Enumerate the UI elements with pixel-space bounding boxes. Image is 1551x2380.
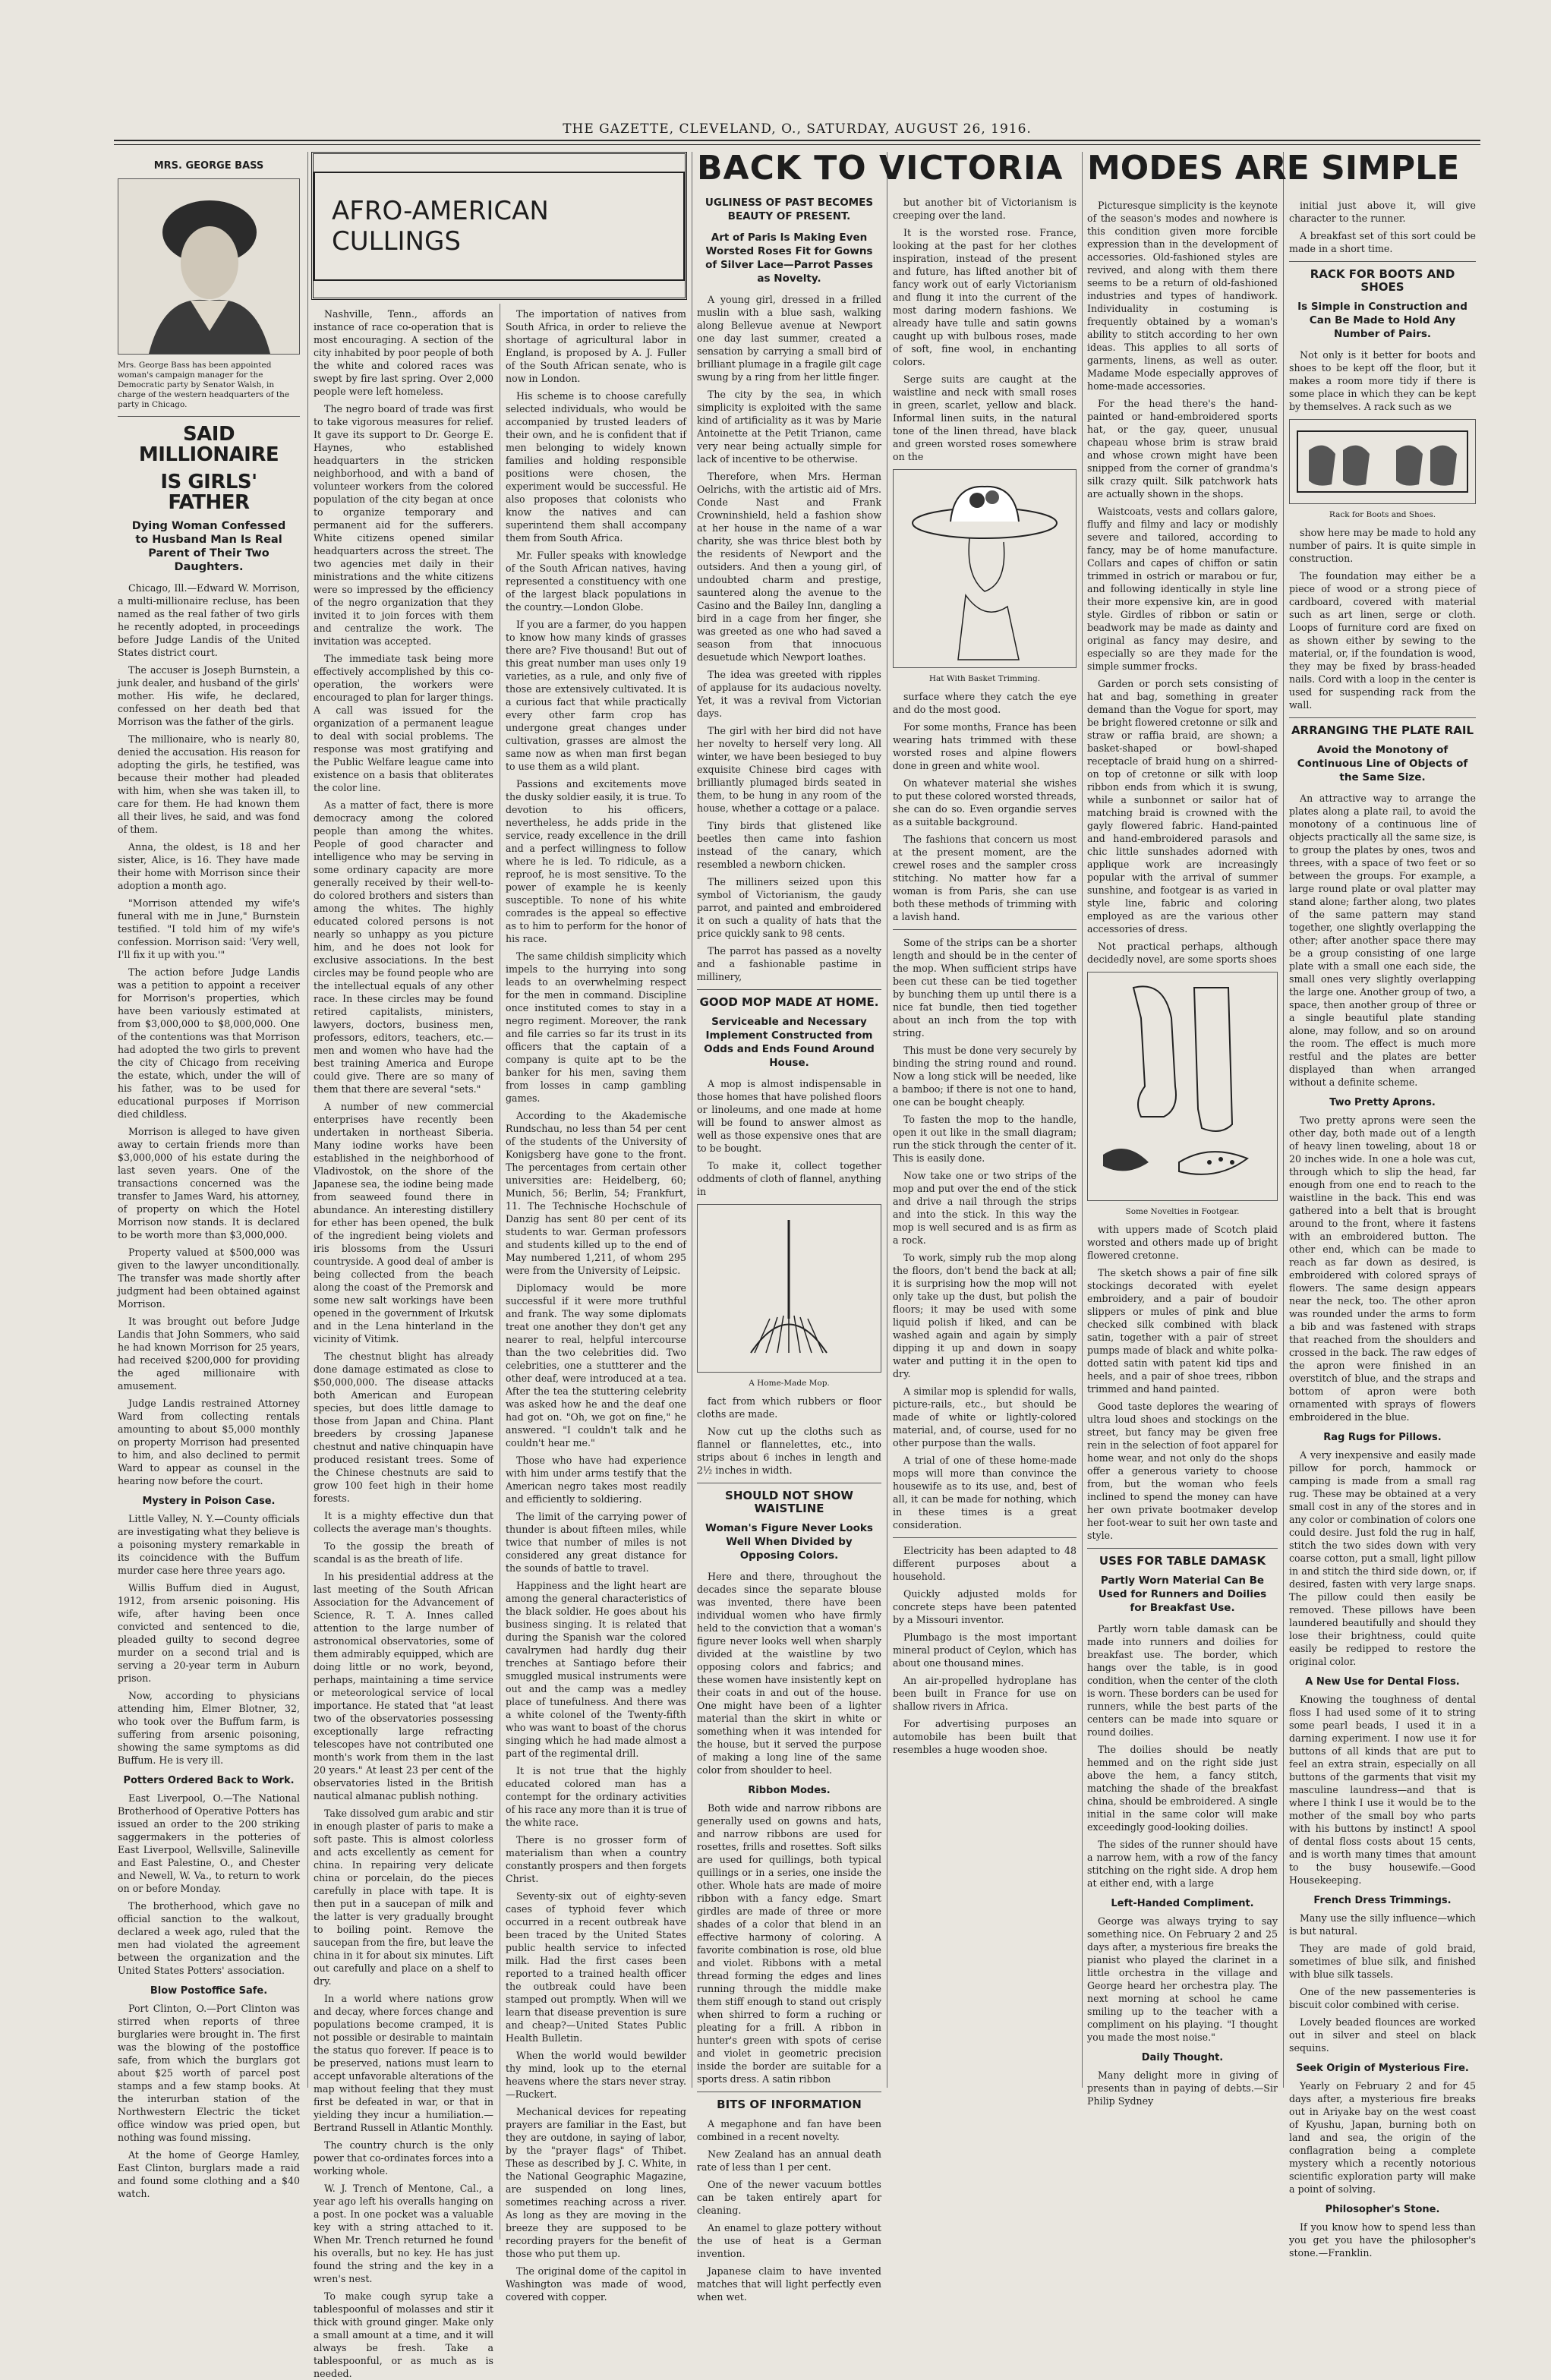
headline-deck: Dying Woman Confessed to Husband Man Is Real Parent of Their Two Daughters. — [131, 520, 286, 574]
paragraph: The brotherhood, which gave no official sanction to the walkout, declared a week ago, ruled that the men had violated the agreement between the organization and the United States Potters' association. — [118, 1900, 300, 1977]
mop-figure — [697, 1204, 881, 1373]
victoria-deck-1: UGLINESS OF PAST BECOMES BEAUTY OF PRESENT. — [705, 197, 874, 222]
paragraph: New Zealand has an annual death rate of less than 1 per cent. — [697, 2148, 881, 2173]
paragraph: As a matter of fact, there is more democracy among the colored people than among the whites. People of good character and intelligence who may be serving in some ordinary capacity are more generally received by their well-to-do colored brothers and sisters than among the whites. The highly educated colored persons is not nearly so unhappy as you picture him, and he does not look for exclusive associations. In the best circles may be found people who are the intellectual equals of any other race. In these circles may be found retired capitalists, ministers, lawyers, doctors, business men, professors, editors, teachers, etc.—men and women who have had the best training America and Europe could give. There are so many of them that there are several "sets." — [314, 799, 493, 1095]
paragraph: A similar mop is splendid for walls, picture-rails, etc., but should be made of white or lightly-colored material, and, of course, used for no other purpose than the walls. — [893, 1385, 1077, 1448]
cullings-title-box — [311, 152, 687, 300]
paragraph: East Liverpool, O.—The National Brotherhood of Operative Potters has issued an order to the 200 striking saggermakers in the potteries of East Liverpool, Wellsville, Salineville and East Palestine, O., and Chester and Newell, W. Va., to return to work on or before Monday. — [118, 1792, 300, 1895]
paragraph: It is the worsted rose. France, looking at the past for her clothes inspiration, instead of the present and future, has lifted another bit of fancy work out of early Victorianism and flung it into the current of the most daring modern fashions. We already have tulle and satin gowns caught up with bulbous roses, made of soft, fine wool, in enchanting colors. — [893, 227, 1077, 367]
paragraph: Tiny birds that glistened like beetles then came into fashion instead of the canary, which resembled a newborn chicken. — [697, 820, 881, 870]
paragraph: The sketch shows a pair of fine silk stockings decorated with eyelet embroidery, and a pair of boudoir slippers or mules of pink and blue checked silk combined with black satin, together with a pair of street pumps made of black and white polka-dotted satin with patent kid tips and heels, and a pair of shoe trees, ribbon trimmed and hand painted. — [1087, 1267, 1278, 1395]
victoria-banner: BACK TO VICTORIA — [697, 149, 1064, 188]
paragraph: There is no grosser form of materialism than when a country constantly prospers and then forgets Christ. — [506, 1834, 686, 1884]
paragraph: The sides of the runner should have a narrow hem, with a row of the fancy stitching on the right side. A drop hem at either end, with a large — [1087, 1839, 1278, 1889]
footgear-icon — [1088, 972, 1277, 1200]
paragraph: Some of the strips can be a shorter length and should be in the center of the mop. When sufficient strips have been cut these can be tied together by bunching them up until there is a nice fat bundle, then tied together about an inch from the top with string. — [893, 937, 1077, 1039]
paragraph: The immediate task being more effectively accomplished by this co-operation, the workers were encouraged to plan for larger things. A call was issued for the organization of a permanent league to deal with social problems. The response was most gratifying and the Public Welfare league came into existence on a basis that obliterates the color line. — [314, 653, 493, 793]
paragraph: One of the new passementeries is biscuit color combined with cerise. — [1289, 1986, 1476, 2010]
paragraph: It is a mighty effective dun that collects the average man's thoughts. — [314, 1510, 493, 1534]
paragraph: with uppers made of Scotch plaid worsted and others made up of bright flowered cretonne. — [1087, 1224, 1278, 1261]
paragraph: A breakfast set of this sort could be made in a short time. — [1289, 230, 1476, 254]
paragraph: Both wide and narrow ribbons are generally used on gowns and hats, and narrow ribbons are used for rosettes, frills and rosettes. Soft silks are used for quillings, both typical quillings or in a series, one inside the other. Whole hats are made of moire ribbon with a fancy edge. Smart girdles are made of three or more shades of a color that blend in an effective harmony of coloring. A favorite combination is rose, old blue and violet. Ribbons with a metal thread forming the edges and lines running through the middle make them stiff enough to stand out crisply when shirred to form a ruching or pleating for a frill. A ribbon in hunter's green with spots of cerise and violet in geometric precision inside the border are suitable for a sports dress. A satin ribbon — [697, 1802, 881, 2085]
rack-headline: RACK FOR BOOTS AND SHOES — [1310, 267, 1455, 294]
mop-deck: Serviceable and Necessary Implement Constructed from Odds and Ends Found Around House. — [704, 1016, 875, 1069]
paragraph: surface where they catch the eye and do the most good. — [893, 691, 1077, 715]
divider — [1289, 261, 1476, 262]
paragraph: Here and there, throughout the decades since the separate blouse was invented, there have been individual women who have firmly held to the conviction that a woman's figure never looks well when sharply divided at the waistline by two opposing colors and fabrics; and these women have insistently kept on their coats in and out of the house. One might have been of a lighter material than the skirt in white or something when it was intended for the house, but it served the purpose of making a long line of the same color from shoulder to heel. — [697, 1571, 881, 1776]
paragraph: To make cough syrup take a tablespoonful of molasses and stir it thick with ground ginger. Make only a small amount at a time, and it will always be fresh. Take a tablespoonful, or as much as is needed. — [314, 2290, 493, 2379]
paragraph: A number of new commercial enterprises have recently been undertaken in northeast Siberia. Many iodine works have been established in the neighborhood of Vladivostok, on the shore of the Japanese sea, the iodine being made from seaweed found there in abundance. An interesting distillery for ether has been opened, the bulk of the ingredient being violets and iris blossoms from the Ussuri countryside. A good deal of amber is being collected from the beach along the coast of the Premorsk and some new salt workings have been opened in the government of Irkutsk and in the Lena hinterland in the vicinity of Vitimk. — [314, 1101, 493, 1344]
paragraph: Many delight more in giving of presents than in paying of debts.—Sir Philip Sydney — [1087, 2069, 1278, 2107]
paragraph: Serge suits are caught at the waistline and neck with small roses in green, scarlet, yellow and black. Informal linen suits, in the natural tone of the linen thread, have black and green worsted roses somewhere on the — [893, 374, 1077, 462]
paragraph: Partly worn table damask can be made into runners and doilies for breakfast use. The border, which hangs over the table, is in good condition, when the center of the cloth is worn. These borders can be used for runners, while the best parts of the centers can be made into square or round doilies. — [1087, 1623, 1278, 1738]
waistline-deck: Woman's Figure Never Looks Well When Divided by Opposing Colors. — [705, 1522, 873, 1562]
plate-headline: ARRANGING THE PLATE RAIL — [1291, 723, 1474, 737]
paragraph: Not practical perhaps, although decidedly novel, are some sports shoes — [1087, 941, 1278, 965]
paragraph: Many use the silly influence—which is but natural. — [1289, 1912, 1476, 1937]
subheading: Potters Ordered Back to Work. — [123, 1775, 295, 1787]
paragraph: An enamel to glaze pottery without the use of heat is a German invention. — [697, 2222, 881, 2259]
paragraph: A megaphone and fan have been combined in a recent novelty. — [697, 2118, 881, 2142]
paragraph: Passions and excitements move the dusky soldier easily, it is true. To devotion to his officers, nevertheless, he adds pride in the service, ready excellence in the drill and a perfect willingness to follow where he is led. To ridicule, as a reproof, he is most sensitive. To the power of example he is keenly susceptible. To none of his white comrades is the appeal so effective as to him to perform for the honor of his race. — [506, 778, 686, 944]
paragraph: The original dome of the capitol in Washington was made of wood, covered with copper. — [506, 2265, 686, 2303]
divider — [1087, 1548, 1278, 1549]
headline-line-2: IS GIRLS' FATHER — [160, 470, 257, 514]
paragraph: To fasten the mop to the handle, open it out like in the small diagram; run the stick through the center of it. This is easily done. — [893, 1114, 1077, 1164]
paragraph: Electricity has been adapted to 48 different purposes about a household. — [893, 1545, 1077, 1582]
paragraph: This must be done very securely by binding the string round and round. Now a long stick will be needed, like a bamboo; if there is not one to hand, one can be bought cheaply. — [893, 1045, 1077, 1108]
hat-caption: Hat With Basket Trimming. — [928, 674, 1041, 683]
column-rule — [307, 152, 308, 2088]
paragraph: In a world where nations grow and decay, where forces change and populations become cramped, it is not possible or desirable to maintain the status quo forever. If peace is to be preserved, nations must learn to accept unfavorable alterations of the map without feeling that they must first be defeated in war, or that in yielding they incur a humiliation.—Bertrand Russell in Atlantic Monthly. — [314, 1993, 493, 2133]
column-5 — [893, 196, 1077, 2088]
paragraph: Knowing the toughness of dental floss I had used some of it to string some pearl beads, I used it in a darning experiment. I now use it for buttons of all kinds that are put to feel an extra strain, especially on all buttons of the garments that visit my masculine laundress—and that is where I think I use it would be to the mother of the small boy who parts with his buttons by instinct! A spool of dental floss costs about 15 cents, and is worth many times that amount to the busy housewife.—Good Housekeeping. — [1289, 1694, 1476, 1886]
paragraph: On whatever material she wishes to put these colored worsted threads, she can do so. Even organdie serves as a suitable background. — [893, 777, 1077, 827]
paragraph: The foundation may either be a piece of wood or a strong piece of cardboard, covered with material such as art linen, serge or cloth. Loops of furniture cord are fixed on as shown either by sewing to the material, or, if the foundation is wood, they may be fixed by brass-headed nails. Cord with a loop in the center is used for suspending rack from the wall. — [1289, 570, 1476, 711]
paragraph: To the gossip the breath of scandal is as the breath of life. — [314, 1540, 493, 1565]
paragraph: Now cut up the cloths such as flannel or flannelettes, etc., into strips about 6 inches in length and 2½ inches in width. — [697, 1426, 881, 1476]
subheading: Ribbon Modes. — [748, 1785, 831, 1796]
column-6 — [1087, 199, 1278, 2107]
paragraph: The girl with her bird did not have her novelty to herself very long. All winter, we have been besieged to buy exquisite Chinese bird cages with brilliantly plumaged birds seated in them, to be hung in any room of the house, whether a cottage or a palace. — [697, 725, 881, 814]
paragraph: Those who have had experience with him under arms testify that the American negro takes most readily and efficiently to soldiering. — [506, 1455, 686, 1505]
bits-headline: BITS OF INFORMATION — [717, 2098, 862, 2111]
paragraph: Yearly on February 2 and for 45 days after, a mysterious fire breaks out in Ariyake bay on the west coast of Kyushu, Japan, burning both on land and sea, the origin of the conflagration being a complete mystery which a recently notorious scientific exploration party will make a point of solving. — [1289, 2080, 1476, 2195]
paragraph: The milliners seized upon this symbol of Victorianism, the gaudy parrot, and painted and embroidered it on such a quality of hats that the price quickly sank to 98 cents. — [697, 876, 881, 939]
portrait-caption: Mrs. George Bass has been appointed woman's campaign manager for the Democratic party by Senator Walsh, in charge of the western headquarters of the party in Chicago. — [118, 361, 290, 409]
paragraph: The parrot has passed as a novelty and a fashionable pastime in millinery, — [697, 945, 881, 982]
column-4 — [697, 196, 881, 2303]
paragraph: show here may be made to hold any number of pairs. It is quite simple in construction. — [1289, 527, 1476, 564]
subheading: Philosopher's Stone. — [1325, 2204, 1440, 2215]
paragraph: Property valued at $500,000 was given to the lawyer unconditionally. The transfer was made shortly after judgment had been obtained against Morrison. — [118, 1247, 300, 1310]
column-2 — [314, 307, 493, 2379]
paragraph: Mechanical devices for repeating prayers are familiar in the East, but they are outdone, in saying of labor, by the "prayer flags" of Thibet. These as described by J. C. White, in the National Geographic Magazine, are suspended on long lines, sometimes reaching across a river. As long as they are moving in the breeze they are supposed to be recording prayers for the benefit of those who put them up. — [506, 2106, 686, 2259]
paragraph: The fashions that concern us most at the present moment, are the crewel roses and the sampler cross stitching. No matter how far a woman is from Paris, she can use both these methods of trimming with a lavish hand. — [893, 834, 1077, 922]
portrait-image — [118, 178, 300, 355]
paragraph: The importation of natives from South Africa, in order to relieve the shortage of agricultural labor in England, is proposed by A. J. Fuller of the South African senate, who is now in London. — [506, 308, 686, 384]
damask-deck: Partly Worn Material Can Be Used for Runners and Doilies for Breakfast Use. — [1098, 1575, 1267, 1614]
paragraph: Happiness and the light heart are among the general characteristics of the black soldier. He goes about his business singing. It is related that during the Spanish war the colored cavalrymen had hardly dug their trenches at Santiago before their smuggled musical instruments were out and the camp was a medley place of tunefulness. And there was a white colonel of the Twenty-fifth who was want to boast of the chorus singing which he had made almost a part of the regimental drill. — [506, 1580, 686, 1759]
paragraph: Therefore, when Mrs. Herman Oelrichs, with the artistic aid of Mrs. Conde Nast and Frank Crowninshield, held a fashion show at her house in the name of a war charity, she was thrice blest both by the residents of Newport and the outsiders. And then a young girl, of undoubted charm and prestige, sauntered along the avenue to the Casino and the Bailey Inn, dangling a bird in a cage from her finger, she was greeted as one who had saved a season from that innocuous desuetude which Newport loathes. — [697, 471, 881, 663]
modes-banner: MODES ARE SIMPLE — [1087, 149, 1460, 188]
paragraph: The accuser is Joseph Burnstein, a junk dealer, and husband of the girls' mother. His wife, he declared, confessed on her death bed that Morrison was the father of the girls. — [118, 664, 300, 728]
paragraph: Judge Landis restrained Attorney Ward from collecting rentals amounting to about $5,000 monthly on property Morrison had presented to him, and also declined to permit Ward to appear as counsel in the hearing now before the court. — [118, 1398, 300, 1487]
subheading: Blow Postoffice Safe. — [150, 1985, 268, 1997]
paragraph: The country church is the only power that co-ordinates forces into a working whole. — [314, 2139, 493, 2177]
paragraph: One of the newer vacuum bottles can be taken entirely apart for cleaning. — [697, 2179, 881, 2216]
hat-figure — [893, 469, 1077, 668]
paragraph: According to the Akademische Rundschau, no less than 54 per cent of the students of the University of Konigsberg have gone to the front. The percentages from certain other universities are: Heidelberg, 60; Munich, 56; Berlin, 54; Frankfurt, 11. The Technische Hochschule of Danzig has sent 80 per cent of its students to war. German professors and students killed up to the end of May numbered 1,211, of whom 295 were from the University of Leipsic. — [506, 1110, 686, 1276]
paragraph: Garden or porch sets consisting of hat and bag, something in greater demand than the Vogue for sport, may be bright flowered cretonne or silk and straw or raffia braid, are shown; a basket-shaped or bowl-shaped receptacle of braid hung on a shirred-on top of cretonne or silk with loop ribbon ends from which it is swung, while a sunbonnet or sailor hat of matching braid is crowned with the gayly flowered fabric. Hand-painted and hand-embroidered parasols and chic little sunshades adorned with applique work are increasingly popular with the arrival of summer sunshine, and footgear is as varied in style line, fabric and coloring employed as are the various other accessories of dress. — [1087, 678, 1278, 935]
footgear-caption: Some Novelties in Footgear. — [1125, 1207, 1240, 1216]
paragraph: The millionaire, who is nearly 80, denied the accusation. His reason for adopting the girls, he testified, was because their mother had pleaded with him, when she was taken ill, to care for them. He had known them all their lives, he said, and was fond of them. — [118, 733, 300, 836]
paragraph: If you know how to spend less than you get you have the philosopher's stone.—Franklin. — [1289, 2221, 1476, 2259]
subheading: Rag Rugs for Pillows. — [1323, 1432, 1442, 1443]
masthead-rule-thin — [114, 144, 1480, 145]
footgear-figure — [1087, 972, 1278, 1201]
paragraph: The limit of the carrying power of thunder is about fifteen miles, while twice that number of miles is not considered any great distance for the sounds of battle to travel. — [506, 1511, 686, 1574]
paragraph: The action before Judge Landis was a petition to appoint a receiver for Morrison's properties, which have been variously estimated at from $3,000,000 to $8,000,000. One of the contentions was that Morrison had adopted the two girls to prevent the city of Chicago from receiving the estate, which, under the will of his father, was to be used for educational purposes if Morrison died childless. — [118, 966, 300, 1121]
paragraph: The doilies should be neatly hemmed and on the right side just above the hem, a fancy stitch, matching the shade of the breakfast china, should be embroidered. A single initial in the same color will make exceedingly good-looking doilies. — [1087, 1744, 1278, 1833]
paragraph: A young girl, dressed in a frilled muslin with a blue sash, walking along Bellevue avenue at Newport one day last summer, created a sensation by carrying a small bird of brilliant plumage in a fragile gilt cage swung by a ring from her little finger. — [697, 294, 881, 383]
paragraph: A mop is almost indispensable in those homes that have polished floors or linoleums, and one made at home will be found to answer almost as well as those expensive ones that are to be bought. — [697, 1078, 881, 1154]
mop-caption: A Home-Made Mop. — [749, 1379, 830, 1388]
paragraph: An attractive way to arrange the plates along a plate rail, to avoid the monotony of a continuous line of objects practically all the same size, is to group the plates by ones, twos and threes, with a space of two feet or so between the groups. For example, a large round plate or oval platter may stand alone; farther along, two plates of the same pattern may stand together, one slightly overlapping the other; after another space there may be a group consisting of one large plate with a small one each side, the small ones very slightly overlapping the large one. Another group of two, a space, then another group of three or a single beautiful plate standing alone, may follow, and so on around the room. The effect is much more restful and the plates are better displayed than when arranged without a definite scheme. — [1289, 793, 1476, 1088]
paragraph: but another bit of Victorianism is creeping over the land. — [893, 197, 1077, 221]
rack-figure — [1289, 419, 1476, 504]
paragraph: For advertising purposes an automobile has been built that resembles a huge wooden shoe. — [893, 1718, 1077, 1755]
paragraph: An air-propelled hydroplane has been built in France for use on shallow rivers in Africa. — [893, 1675, 1077, 1712]
paragraph: A very inexpensive and easily made pillow for porch, hammock or camping is made from a small rag rug. These may be obtained at a very small cost in any of the stores and in any color or combination of colors one could desire. Just fold the rug in half, stitch the two sides down with very coarse cotton, put a small, light pillow in and stitch the third side down, or, if desired, fasten with very large snaps. The pillow could then easily be removed. These pillows have been laundered beautifully and should they lose their brightness, could quite easily be redipped to restore the original color. — [1289, 1449, 1476, 1667]
paragraph: At the home of George Hamley, East Clinton, burglars made a raid and found some clothing and a $40 watch. — [118, 2149, 300, 2200]
paragraph: The chestnut blight has already done damage estimated as close to $50,000,000. The disease attacks both American and European species, but does little damage to those from Japan and China. Plant breeders by crossing Japanese chestnut and native chinquapin have produced resistant trees. Some of the Chinese chestnuts are said to grow 100 feet high in their home forests. — [314, 1351, 493, 1504]
paragraph: Plumbago is the most important mineral product of Ceylon, which has about one thousand mines. — [893, 1631, 1077, 1669]
subheading: Daily Thought. — [1141, 2052, 1224, 2063]
paragraph: George was always trying to say something nice. On February 2 and 25 days after, a mysterious fire breaks the pianist who played the clarinet in a little orchestra in the village and George heard her orchestra play. The next morning at school he came smiling up to the teacher with a compliment on his playing. "I thought you made the most noise." — [1087, 1915, 1278, 2043]
paragraph: When the world would bewilder thy mind, look up to the eternal heavens where the stars never stray.—Ruckert. — [506, 2050, 686, 2100]
paragraph: Seventy-six out of eighty-seven cases of typhoid fever which occurred in a recent outbreak have been traced by the United States public health service to infected milk. Had the first cases been reported to a trained health officer the outbreak could have been stamped out promptly. When will we learn that disease prevention is sure and cheap?—United States Public Health Bulletin. — [506, 1890, 686, 2044]
victoria-deck-2: Art of Paris Is Making Even Worsted Roses Fit for Gowns of Silver Lace—Parrot Passes as Novelty. — [705, 232, 873, 285]
rack-caption: Rack for Boots and Shoes. — [1329, 510, 1436, 519]
waistline-headline: SHOULD NOT SHOW WAISTLINE — [725, 1489, 853, 1515]
paragraph: Willis Buffum died in August, 1912, from arsenic poisoning. His wife, after having been once convicted and sentenced to die, pleaded guilty to second degree murder on a second trial and is serving a 20-year term in Auburn prison. — [118, 1582, 300, 1685]
paragraph: Morrison is alleged to have given away to certain friends more than $3,000,000 of his estate during the last seven years. One of the transactions concerned was the transfer to James Ward, his attorney, of property on which the Hotel Morrison now stands. It is declared to be worth more than $3,000,000. — [118, 1126, 300, 1241]
paragraph: Waistcoats, vests and collars galore, fluffy and filmy and lacy or modishly severe and tailored, according to fancy, may be of home manufacture. Collars and capes of chiffon or satin trimmed in ostrich or marabou or fur, and following identically in style line their more expensive kin, are in good style. Girdles of ribbon or satin or beadwork may be made as dainty and original as fancy may desire, and especially so are they made for the simple summer frocks. — [1087, 506, 1278, 672]
paragraph: initial just above it, will give character to the runner. — [1289, 200, 1476, 224]
column-rule — [1283, 152, 1284, 2088]
subheading: Two Pretty Aprons. — [1329, 1097, 1436, 1108]
portrait-title: MRS. GEORGE BASS — [153, 160, 264, 172]
paragraph: To work, simply rub the mop along the floors, don't bend the back at all; it is surprising how the mop will not only take up the dust, but polish the floors; it may be used with some liquid polish if liked, and can be washed again and again by simply dipping it up and down in soapy water and putting it in the open to dry. — [893, 1252, 1077, 1379]
plate-deck: Avoid the Monotony of Continuous Line of Objects of the Same Size. — [1297, 744, 1468, 783]
rack-deck: Is Simple in Construction and Can Be Made to Hold Any Number of Pairs. — [1297, 301, 1467, 340]
divider — [893, 1537, 1077, 1538]
column-rule — [1082, 152, 1083, 2088]
paragraph: Not only is it better for boots and shoes to be kept off the floor, but it makes a room more tidy if there is some place in which they can be kept by themselves. A rack such as we — [1289, 349, 1476, 412]
subheading: Left-Handed Compliment. — [1111, 1898, 1254, 1909]
divider — [118, 416, 300, 417]
paragraph: Take dissolved gum arabic and stir in enough plaster of paris to make a soft paste. This is almost colorless and acts excellently as cement for china. In repairing very delicate china or porcelain, do the pieces carefully in place with tape. It is then put in a saucepan of milk and the latter is very gradually brought to boiling point. Remove the saucepan from the fire, but leave the china in it for about six minutes. Lift out carefully and place on a shelf to dry. — [314, 1808, 493, 1987]
paragraph: The negro board of trade was first to take vigorous measures for relief. It gave its support to Dr. George E. Haynes, who established headquarters in the stricken neighborhood, and with a band of volunteer workers from the colored population of the city began at once to organize temporary and permanent aid for the sufferers. White citizens opened similar headquarters across the street. The two agencies met daily in their ministrations and the white citizens were so impressed by the efficiency of the negro organization that they invited it to join forces with them and centralize the work. The invitation was accepted. — [314, 403, 493, 647]
paragraph: They are made of gold braid, sometimes of blue silk, and finished with blue silk tassels. — [1289, 1943, 1476, 1980]
divider — [697, 989, 881, 990]
masthead-rule — [114, 140, 1480, 141]
subheading: French Dress Trimmings. — [1313, 1895, 1452, 1906]
column-1 — [118, 152, 300, 2200]
paragraph: It is not true that the highly educated colored man has a contempt for the ordinary activities of his race any more than it is true of the white race. — [506, 1765, 686, 1828]
paragraph: Port Clinton, O.—Port Clinton was stirred when reports of three burglaries were brought in. The first was the blowing of the postoffice safe, from which the burglars got about $25 worth of parcel post stamps and a few stamp books. At the interurban station of the Northwestern Electric the ticket office window was pried open, but nothing was found missing. — [118, 2003, 300, 2144]
subheading: A New Use for Dental Floss. — [1305, 1676, 1460, 1688]
paragraph: It was brought out before Judge Landis that John Sommers, who said he had known Morrison for 25 years, had received $200,000 for providing the aged millionaire with amusement. — [118, 1316, 300, 1392]
paragraph: For some months, France has been wearing hats trimmed with these worsted roses and alpine flowers done in green and white wool. — [893, 721, 1077, 771]
paragraph: Now take one or two strips of the mop and put over the end of the stick and drive a nail through the strips and into the stick. In this way the mop is well secured and is as firm as a rock. — [893, 1170, 1077, 1246]
paragraph: A trial of one of these home-made mops will more than convince the housewife as to its use, and, best of all, it can be made for nothing, which in these times is a great consideration. — [893, 1455, 1077, 1530]
divider — [1289, 717, 1476, 718]
paragraph: The idea was greeted with ripples of applause for its audacious novelty. Yet, it was a revival from Victorian days. — [697, 669, 881, 719]
column-7 — [1289, 199, 1476, 2259]
paragraph: Chicago, Ill.—Edward W. Morrison, a multi-millionaire recluse, has been named as the real father of two girls he recently adopted, in proceedings before Judge Landis of the United States district court. — [118, 582, 300, 659]
damask-headline: USES FOR TABLE DAMASK — [1099, 1554, 1266, 1568]
paragraph: The same childish simplicity which impels to the hurrying into song leads to an overwhelming respect for the men in command. Discipline once instituted comes to stay in a negro regiment. Moreover, the rank and file carries so far its trust in its officers that the captain of a company is quite apt to be the banker for his men, saving them from losses in camp gambling games. — [506, 950, 686, 1104]
paragraph: Japanese claim to have invented matches that will light perfectly even when wet. — [697, 2265, 881, 2303]
woman-portrait-icon — [118, 179, 299, 354]
subheading: Mystery in Poison Case. — [142, 1496, 276, 1508]
paragraph: Good taste deplores the wearing of ultra loud shoes and stockings on the street, but fancy may be given free rein in the selection of foot apparel for home wear, and not only do the shops offer a generous variety to choose from, but the woman who feels inclined to spend the money can have her own private bootmaker develop her foot-wear to suit her own taste and style. — [1087, 1401, 1278, 1541]
shoe-rack-icon — [1290, 420, 1475, 503]
headline-line-1: SAID MILLIONAIRE — [138, 423, 279, 467]
paragraph: Two pretty aprons were seen the other day, both made out of a length of heavy linen toweling, about 18 or 20 inches wide. In one a hole was cut, through which to slip the head, far enough from one end to reach to the waistline in the back. This end was gathered into a belt that is brought around to the front, where it fastens with an embroidered button. The other end, which can be made to reach as far down as desired, is embroidered with colored sprays of flowers. The same design appears near the neck, too. The other apron was rounded under the arms to form a bib and was fastened with straps that reached from the shoulders and crossed in the back. The raw edges of the apron were finished in an overstitch of blue, and the straps and bottom of apron were both ornamented with sprays of flowers embroidered in the blue. — [1289, 1114, 1476, 1423]
paragraph: Quickly adjusted molds for concrete steps have been patented by a Missouri inventor. — [893, 1588, 1077, 1625]
paragraph: Lovely beaded flounces are worked out in silver and steel on black sequins. — [1289, 2016, 1476, 2054]
paragraph: To make it, collect together oddments of cloth of flannel, anything in — [697, 1160, 881, 1197]
column-3 — [506, 307, 686, 2303]
paragraph: For the head there's the hand-painted or hand-embroidered sports hat, or the gay, queer, unusual chapeau whose brim is straw braid and whose crown might have been snipped from the corner of grandma's silk crazy quilt. Silk patchwork hats are actually shown in the shops. — [1087, 398, 1278, 500]
paragraph: The city by the sea, in which simplicity is exploited with the same kind of artificiality as it was by Marie Antoinette at the Petit Trianon, came very near being actually simple for lack of incentive to be otherwise. — [697, 389, 881, 465]
paragraph: In his presidential address at the last meeting of the South African Association for the Advancement of Science, R. T. A. Innes called attention to the large number of astronomical observatories, some of them admirably equipped, which are doing little or no work, beyond, perhaps, maintaining a time service or meteorological service of local importance. He stated that "at least two of the observatories possessing exceptionally large refracting telescopes have not contributed one month's work from them in the last 20 years." At least 23 per cent of the observatories listed in the British nautical almanac publish nothing. — [314, 1571, 493, 1802]
cullings-title-inner — [314, 172, 685, 281]
paragraph: Now, according to physicians attending him, Elmer Blotner, 32, who took over the Buffum farm, is suffering from arsenic poisoning, showing the same symptoms as did Buffum. He is very ill. — [118, 1690, 300, 1767]
mop-icon — [698, 1205, 881, 1372]
paragraph: Anna, the oldest, is 18 and her sister, Alice, is 16. They have made their home with Morrison since their adoption a month ago. — [118, 841, 300, 892]
paragraph: If you are a farmer, do you happen to know how many kinds of grasses there are? Five thousand! But out of this great number man uses only 19 varieties, as a rule, and only five of those are extensively cultivated. It is a curious fact that while practically every other farm crop has undergone great changes under cultivation, grasses are almost the same now as when man first began to use them as a wild plant. — [506, 619, 686, 772]
masthead: THE GAZETTE, CLEVELAND, O., SATURDAY, AUGUST 26, 1916. — [563, 121, 1032, 137]
paragraph: W. J. Trench of Mentone, Cal., a year ago left his overalls hanging on a post. In one pocket was a valuable key with a string attached to it. When Mr. Trench returned he found his overalls, but no key. He has just found the string and the key in a wren's nest. — [314, 2183, 493, 2284]
paragraph: fact from which rubbers or floor cloths are made. — [697, 1395, 881, 1420]
paragraph: Picturesque simplicity is the keynote of the season's modes and nowhere is this condition given more forcible expression than in the development of accessories. Old-fashioned styles are revived, and along with them there seems to be a return of old-fashioned industries and types of handiwork. Individuality in costuming is frequently obtained by a woman's ability to stitch according to her own ideas. This applies to all sorts of garments, linens, as well as outer. Madame Mode especially approves of home-made accessories. — [1087, 200, 1278, 392]
divider — [893, 929, 1077, 930]
paragraph: Little Valley, N. Y.—County officials are investigating what they believe is a poisoning mystery remarkable in its coincidence with the Buffum murder case here three years ago. — [118, 1513, 300, 1577]
paragraph: "Morrison attended my wife's funeral with me in June," Burnstein testified. "I told him of my wife's confession. Morrison said: 'Very well, I'll fix it up with you.'" — [118, 897, 300, 961]
subheading: Seek Origin of Mysterious Fire. — [1296, 2063, 1469, 2074]
mop-headline: GOOD MOP MADE AT HOME. — [699, 995, 879, 1009]
paragraph: His scheme is to choose carefully selected individuals, who would be accompanied by trusted leaders of their own, and he is confident that if men belonging to widely known families and holding responsible positions were chosen, the experiment would be successful. He also proposes that colonists who know the natives and can superintend them shall accompany them from South Africa. — [506, 390, 686, 544]
paragraph: Mr. Fuller speaks with knowledge of the South African natives, having represented a constituency with one of the largest black populations in the country.—London Globe. — [506, 550, 686, 613]
cullings-title: AFRO-AMERICAN CULLINGS — [332, 195, 549, 257]
woman-hat-icon — [894, 470, 1076, 667]
paragraph: Diplomacy would be more successful if it were more truthful and frank. The way some diplomats treat one another they don't get any nearer to real, helpful intercourse than the two celebrities did. Two celebrities, one a stuttterer and the other deaf, were introduced at a tea. After the tea the stuttering celebrity was asked how he and the deaf one had got on. "Oh, we got on fine," he answered. "I couldn't talk and he couldn't hear me." — [506, 1282, 686, 1448]
paragraph: Nashville, Tenn., affords an instance of race co-operation that is most encouraging. A section of the city inhabited by poor people of both the white and colored races was swept by fire last spring. Over 2,000 people were left homeless. — [314, 308, 493, 397]
